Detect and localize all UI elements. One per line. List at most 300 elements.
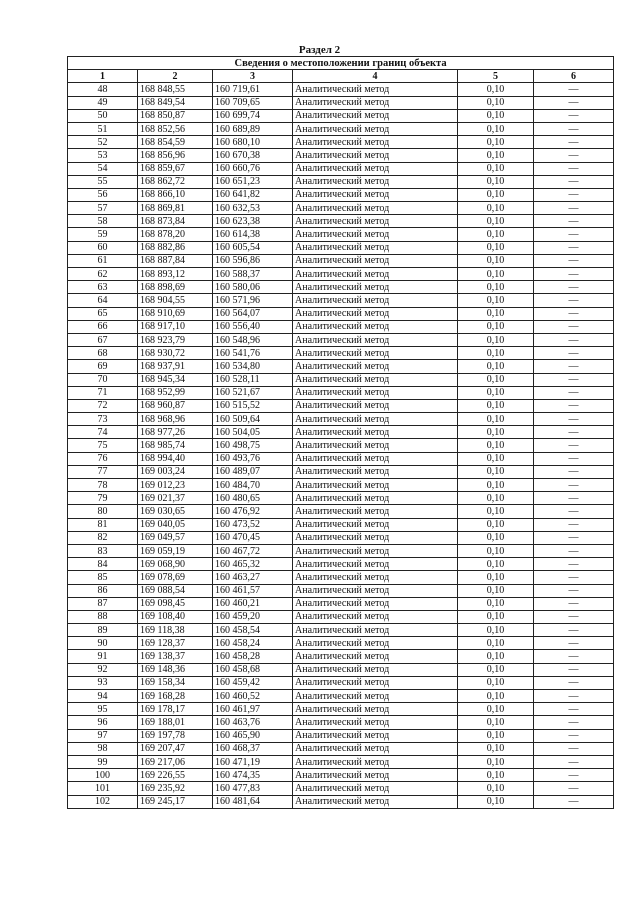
- table-row: [68, 320, 614, 333]
- note: —: [534, 624, 614, 637]
- coordinate-x: 169 245,17: [138, 795, 213, 808]
- table-row: [68, 228, 614, 241]
- table-row: [68, 703, 614, 716]
- coordinate-x: 168 985,74: [138, 439, 213, 452]
- point-number: 48: [68, 83, 138, 96]
- note: —: [534, 307, 614, 320]
- note: —: [534, 215, 614, 228]
- coordinate-x: 169 003,24: [138, 465, 213, 478]
- table-caption: Сведения о местоположении границ объекта: [68, 57, 614, 70]
- table-row: [68, 584, 614, 597]
- table-row: [68, 663, 614, 676]
- method: Аналитический метод: [293, 782, 458, 795]
- point-number: 61: [68, 254, 138, 267]
- point-number: 101: [68, 782, 138, 795]
- table-row: [68, 492, 614, 505]
- note: —: [534, 755, 614, 768]
- note: —: [534, 347, 614, 360]
- note: —: [534, 716, 614, 729]
- method: Аналитический метод: [293, 795, 458, 808]
- note: —: [534, 175, 614, 188]
- coordinate-x: 168 859,67: [138, 162, 213, 175]
- method: Аналитический метод: [293, 742, 458, 755]
- method: Аналитический метод: [293, 399, 458, 412]
- method: Аналитический метод: [293, 676, 458, 689]
- coordinate-y: 160 680,10: [213, 136, 293, 149]
- table-row: [68, 505, 614, 518]
- accuracy: 0,10: [458, 690, 534, 703]
- coordinate-x: 168 930,72: [138, 347, 213, 360]
- table-row: [68, 795, 614, 808]
- coordinate-x: 169 168,28: [138, 690, 213, 703]
- coordinate-y: 160 481,64: [213, 795, 293, 808]
- point-number: 59: [68, 228, 138, 241]
- table-row: [68, 426, 614, 439]
- coordinate-x: 168 856,96: [138, 149, 213, 162]
- coordinate-y: 160 458,24: [213, 637, 293, 650]
- point-number: 88: [68, 610, 138, 623]
- coordinate-x: 169 078,69: [138, 571, 213, 584]
- coordinate-x: 169 207,47: [138, 742, 213, 755]
- column-header-row: [68, 70, 614, 83]
- coordinate-x: 169 148,36: [138, 663, 213, 676]
- note: —: [534, 518, 614, 531]
- note: —: [534, 650, 614, 663]
- table-row: [68, 690, 614, 703]
- method: Аналитический метод: [293, 571, 458, 584]
- method: Аналитический метод: [293, 162, 458, 175]
- accuracy: 0,10: [458, 426, 534, 439]
- accuracy: 0,10: [458, 505, 534, 518]
- note: —: [534, 452, 614, 465]
- coordinate-x: 168 873,84: [138, 215, 213, 228]
- point-number: 77: [68, 465, 138, 478]
- method: Аналитический метод: [293, 122, 458, 135]
- coordinate-y: 160 632,53: [213, 202, 293, 215]
- note: —: [534, 729, 614, 742]
- coordinate-y: 160 709,65: [213, 96, 293, 109]
- table-row: [68, 386, 614, 399]
- method: Аналитический метод: [293, 175, 458, 188]
- accuracy: 0,10: [458, 228, 534, 241]
- point-number: 54: [68, 162, 138, 175]
- note: —: [534, 96, 614, 109]
- table-row: [68, 637, 614, 650]
- accuracy: 0,10: [458, 122, 534, 135]
- coordinate-y: 160 480,65: [213, 492, 293, 505]
- accuracy: 0,10: [458, 96, 534, 109]
- note: —: [534, 83, 614, 96]
- accuracy: 0,10: [458, 624, 534, 637]
- accuracy: 0,10: [458, 755, 534, 768]
- note: —: [534, 268, 614, 281]
- table-row: [68, 241, 614, 254]
- accuracy: 0,10: [458, 663, 534, 676]
- coordinate-x: 168 977,26: [138, 426, 213, 439]
- note: —: [534, 228, 614, 241]
- point-number: 86: [68, 584, 138, 597]
- method: Аналитический метод: [293, 650, 458, 663]
- coordinate-x: 169 040,05: [138, 518, 213, 531]
- table-row: [68, 452, 614, 465]
- point-number: 75: [68, 439, 138, 452]
- accuracy: 0,10: [458, 544, 534, 557]
- coordinate-x: 169 128,37: [138, 637, 213, 650]
- method: Аналитический метод: [293, 452, 458, 465]
- table-row: [68, 347, 614, 360]
- coordinate-y: 160 467,72: [213, 544, 293, 557]
- note: —: [534, 663, 614, 676]
- point-number: 85: [68, 571, 138, 584]
- coordinate-y: 160 719,61: [213, 83, 293, 96]
- accuracy: 0,10: [458, 729, 534, 742]
- accuracy: 0,10: [458, 571, 534, 584]
- coordinate-x: 169 197,78: [138, 729, 213, 742]
- point-number: 60: [68, 241, 138, 254]
- coordinate-y: 160 564,07: [213, 307, 293, 320]
- coordinate-y: 160 461,97: [213, 703, 293, 716]
- note: —: [534, 690, 614, 703]
- note: —: [534, 136, 614, 149]
- coordinate-x: 169 021,37: [138, 492, 213, 505]
- column-header: 6: [534, 70, 614, 83]
- point-number: 70: [68, 373, 138, 386]
- table-row: [68, 558, 614, 571]
- coordinate-x: 168 968,96: [138, 413, 213, 426]
- note: —: [534, 281, 614, 294]
- accuracy: 0,10: [458, 136, 534, 149]
- note: —: [534, 373, 614, 386]
- coordinate-y: 160 460,52: [213, 690, 293, 703]
- coordinate-y: 160 460,21: [213, 597, 293, 610]
- point-number: 79: [68, 492, 138, 505]
- note: —: [534, 333, 614, 346]
- table-row: [68, 610, 614, 623]
- point-number: 74: [68, 426, 138, 439]
- method: Аналитический метод: [293, 202, 458, 215]
- accuracy: 0,10: [458, 149, 534, 162]
- method: Аналитический метод: [293, 413, 458, 426]
- accuracy: 0,10: [458, 597, 534, 610]
- coordinate-x: 168 866,10: [138, 188, 213, 201]
- note: —: [534, 202, 614, 215]
- table-row: [68, 109, 614, 122]
- coordinate-x: 168 917,10: [138, 320, 213, 333]
- table-row: [68, 149, 614, 162]
- column-header: 2: [138, 70, 213, 83]
- method: Аналитический метод: [293, 294, 458, 307]
- accuracy: 0,10: [458, 399, 534, 412]
- accuracy: 0,10: [458, 465, 534, 478]
- note: —: [534, 162, 614, 175]
- accuracy: 0,10: [458, 320, 534, 333]
- coordinate-x: 168 882,86: [138, 241, 213, 254]
- accuracy: 0,10: [458, 413, 534, 426]
- note: —: [534, 597, 614, 610]
- point-number: 95: [68, 703, 138, 716]
- point-number: 53: [68, 149, 138, 162]
- method: Аналитический метод: [293, 149, 458, 162]
- accuracy: 0,10: [458, 347, 534, 360]
- coordinate-y: 160 484,70: [213, 479, 293, 492]
- accuracy: 0,10: [458, 188, 534, 201]
- point-number: 98: [68, 742, 138, 755]
- note: —: [534, 769, 614, 782]
- table-row: [68, 215, 614, 228]
- coordinate-x: 169 235,92: [138, 782, 213, 795]
- coordinate-x: 168 848,55: [138, 83, 213, 96]
- coordinate-y: 160 471,19: [213, 755, 293, 768]
- method: Аналитический метод: [293, 531, 458, 544]
- coordinate-y: 160 689,89: [213, 122, 293, 135]
- table-row: [68, 360, 614, 373]
- method: Аналитический метод: [293, 492, 458, 505]
- coordinate-y: 160 541,76: [213, 347, 293, 360]
- coordinate-y: 160 463,76: [213, 716, 293, 729]
- accuracy: 0,10: [458, 268, 534, 281]
- accuracy: 0,10: [458, 584, 534, 597]
- table-row: [68, 399, 614, 412]
- table-row: [68, 294, 614, 307]
- accuracy: 0,10: [458, 281, 534, 294]
- coordinate-x: 168 923,79: [138, 333, 213, 346]
- table-row: [68, 650, 614, 663]
- note: —: [534, 413, 614, 426]
- point-number: 64: [68, 294, 138, 307]
- coordinate-x: 168 937,91: [138, 360, 213, 373]
- note: —: [534, 439, 614, 452]
- table-row: [68, 518, 614, 531]
- method: Аналитический метод: [293, 663, 458, 676]
- accuracy: 0,10: [458, 769, 534, 782]
- column-header: 1: [68, 70, 138, 83]
- table-row: [68, 373, 614, 386]
- accuracy: 0,10: [458, 360, 534, 373]
- coordinate-y: 160 651,23: [213, 175, 293, 188]
- table-row: [68, 439, 614, 452]
- coordinate-y: 160 588,37: [213, 268, 293, 281]
- note: —: [534, 149, 614, 162]
- note: —: [534, 742, 614, 755]
- method: Аналитический метод: [293, 690, 458, 703]
- table-row: [68, 769, 614, 782]
- coordinate-y: 160 660,76: [213, 162, 293, 175]
- coordinate-y: 160 498,75: [213, 439, 293, 452]
- accuracy: 0,10: [458, 518, 534, 531]
- point-number: 80: [68, 505, 138, 518]
- coordinate-x: 168 854,59: [138, 136, 213, 149]
- table-row: [68, 716, 614, 729]
- method: Аналитический метод: [293, 215, 458, 228]
- coordinate-x: 169 098,45: [138, 597, 213, 610]
- method: Аналитический метод: [293, 347, 458, 360]
- coordinate-y: 160 461,57: [213, 584, 293, 597]
- coordinate-x: 168 960,87: [138, 399, 213, 412]
- accuracy: 0,10: [458, 650, 534, 663]
- table-row: [68, 413, 614, 426]
- coordinate-y: 160 699,74: [213, 109, 293, 122]
- table-row: [68, 136, 614, 149]
- method: Аналитический метод: [293, 307, 458, 320]
- point-number: 91: [68, 650, 138, 663]
- coordinate-x: 168 945,34: [138, 373, 213, 386]
- point-number: 89: [68, 624, 138, 637]
- coordinate-y: 160 458,28: [213, 650, 293, 663]
- coordinate-y: 160 605,54: [213, 241, 293, 254]
- coordinate-x: 168 852,56: [138, 122, 213, 135]
- method: Аналитический метод: [293, 320, 458, 333]
- coordinate-x: 169 158,34: [138, 676, 213, 689]
- coordinate-x: 169 138,37: [138, 650, 213, 663]
- point-number: 56: [68, 188, 138, 201]
- point-number: 49: [68, 96, 138, 109]
- coordinate-x: 168 862,72: [138, 175, 213, 188]
- coordinate-x: 169 226,55: [138, 769, 213, 782]
- point-number: 51: [68, 122, 138, 135]
- coordinate-y: 160 474,35: [213, 769, 293, 782]
- note: —: [534, 479, 614, 492]
- coordinate-x: 169 118,38: [138, 624, 213, 637]
- coordinate-y: 160 476,92: [213, 505, 293, 518]
- method: Аналитический метод: [293, 624, 458, 637]
- point-number: 94: [68, 690, 138, 703]
- table-row: [68, 544, 614, 557]
- table-row: [68, 96, 614, 109]
- point-number: 90: [68, 637, 138, 650]
- note: —: [534, 610, 614, 623]
- coordinate-y: 160 463,27: [213, 571, 293, 584]
- point-number: 97: [68, 729, 138, 742]
- point-number: 93: [68, 676, 138, 689]
- point-number: 68: [68, 347, 138, 360]
- coordinate-y: 160 521,67: [213, 386, 293, 399]
- point-number: 52: [68, 136, 138, 149]
- note: —: [534, 465, 614, 478]
- coordinate-x: 169 059,19: [138, 544, 213, 557]
- accuracy: 0,10: [458, 479, 534, 492]
- accuracy: 0,10: [458, 716, 534, 729]
- coordinate-x: 169 108,40: [138, 610, 213, 623]
- method: Аналитический метод: [293, 729, 458, 742]
- accuracy: 0,10: [458, 676, 534, 689]
- coordinate-x: 168 893,12: [138, 268, 213, 281]
- method: Аналитический метод: [293, 281, 458, 294]
- note: —: [534, 492, 614, 505]
- note: —: [534, 558, 614, 571]
- coordinate-x: 168 898,69: [138, 281, 213, 294]
- accuracy: 0,10: [458, 162, 534, 175]
- accuracy: 0,10: [458, 452, 534, 465]
- method: Аналитический метод: [293, 439, 458, 452]
- table-row: [68, 175, 614, 188]
- accuracy: 0,10: [458, 83, 534, 96]
- coordinate-x: 169 049,57: [138, 531, 213, 544]
- table-row: [68, 188, 614, 201]
- table-row: [68, 742, 614, 755]
- accuracy: 0,10: [458, 202, 534, 215]
- method: Аналитический метод: [293, 465, 458, 478]
- note: —: [534, 109, 614, 122]
- point-number: 96: [68, 716, 138, 729]
- coordinate-y: 160 458,54: [213, 624, 293, 637]
- coordinate-y: 160 459,20: [213, 610, 293, 623]
- point-number: 83: [68, 544, 138, 557]
- method: Аналитический метод: [293, 136, 458, 149]
- coordinate-y: 160 670,38: [213, 149, 293, 162]
- table-row: [68, 624, 614, 637]
- method: Аналитический метод: [293, 637, 458, 650]
- accuracy: 0,10: [458, 333, 534, 346]
- method: Аналитический метод: [293, 544, 458, 557]
- coordinate-y: 160 534,80: [213, 360, 293, 373]
- coordinate-x: 168 849,54: [138, 96, 213, 109]
- table-row: [68, 202, 614, 215]
- coordinate-y: 160 477,83: [213, 782, 293, 795]
- point-number: 63: [68, 281, 138, 294]
- method: Аналитический метод: [293, 610, 458, 623]
- point-number: 82: [68, 531, 138, 544]
- accuracy: 0,10: [458, 215, 534, 228]
- method: Аналитический метод: [293, 268, 458, 281]
- accuracy: 0,10: [458, 175, 534, 188]
- point-number: 57: [68, 202, 138, 215]
- accuracy: 0,10: [458, 254, 534, 267]
- coordinate-y: 160 596,86: [213, 254, 293, 267]
- coordinate-y: 160 473,52: [213, 518, 293, 531]
- table-row: [68, 268, 614, 281]
- note: —: [534, 320, 614, 333]
- point-number: 76: [68, 452, 138, 465]
- method: Аналитический метод: [293, 333, 458, 346]
- coordinate-y: 160 580,06: [213, 281, 293, 294]
- table-row: [68, 676, 614, 689]
- accuracy: 0,10: [458, 782, 534, 795]
- method: Аналитический метод: [293, 188, 458, 201]
- column-header: 4: [293, 70, 458, 83]
- section-title: Раздел 2: [298, 44, 341, 56]
- point-number: 71: [68, 386, 138, 399]
- coordinate-y: 160 470,45: [213, 531, 293, 544]
- point-number: 100: [68, 769, 138, 782]
- coordinate-y: 160 489,07: [213, 465, 293, 478]
- method: Аналитический метод: [293, 518, 458, 531]
- coordinate-x: 169 088,54: [138, 584, 213, 597]
- coordinate-x: 169 030,65: [138, 505, 213, 518]
- note: —: [534, 544, 614, 557]
- coordinate-y: 160 614,38: [213, 228, 293, 241]
- coordinate-x: 168 994,40: [138, 452, 213, 465]
- point-number: 72: [68, 399, 138, 412]
- note: —: [534, 188, 614, 201]
- column-header: 3: [213, 70, 293, 83]
- method: Аналитический метод: [293, 479, 458, 492]
- coordinate-y: 160 468,37: [213, 742, 293, 755]
- method: Аналитический метод: [293, 360, 458, 373]
- coordinate-x: 168 887,84: [138, 254, 213, 267]
- note: —: [534, 782, 614, 795]
- note: —: [534, 426, 614, 439]
- table-row: [68, 782, 614, 795]
- coordinate-x: 168 869,81: [138, 202, 213, 215]
- coordinate-x: 168 910,69: [138, 307, 213, 320]
- accuracy: 0,10: [458, 294, 534, 307]
- coordinate-x: 168 904,55: [138, 294, 213, 307]
- accuracy: 0,10: [458, 742, 534, 755]
- accuracy: 0,10: [458, 307, 534, 320]
- note: —: [534, 505, 614, 518]
- method: Аналитический метод: [293, 716, 458, 729]
- point-number: 92: [68, 663, 138, 676]
